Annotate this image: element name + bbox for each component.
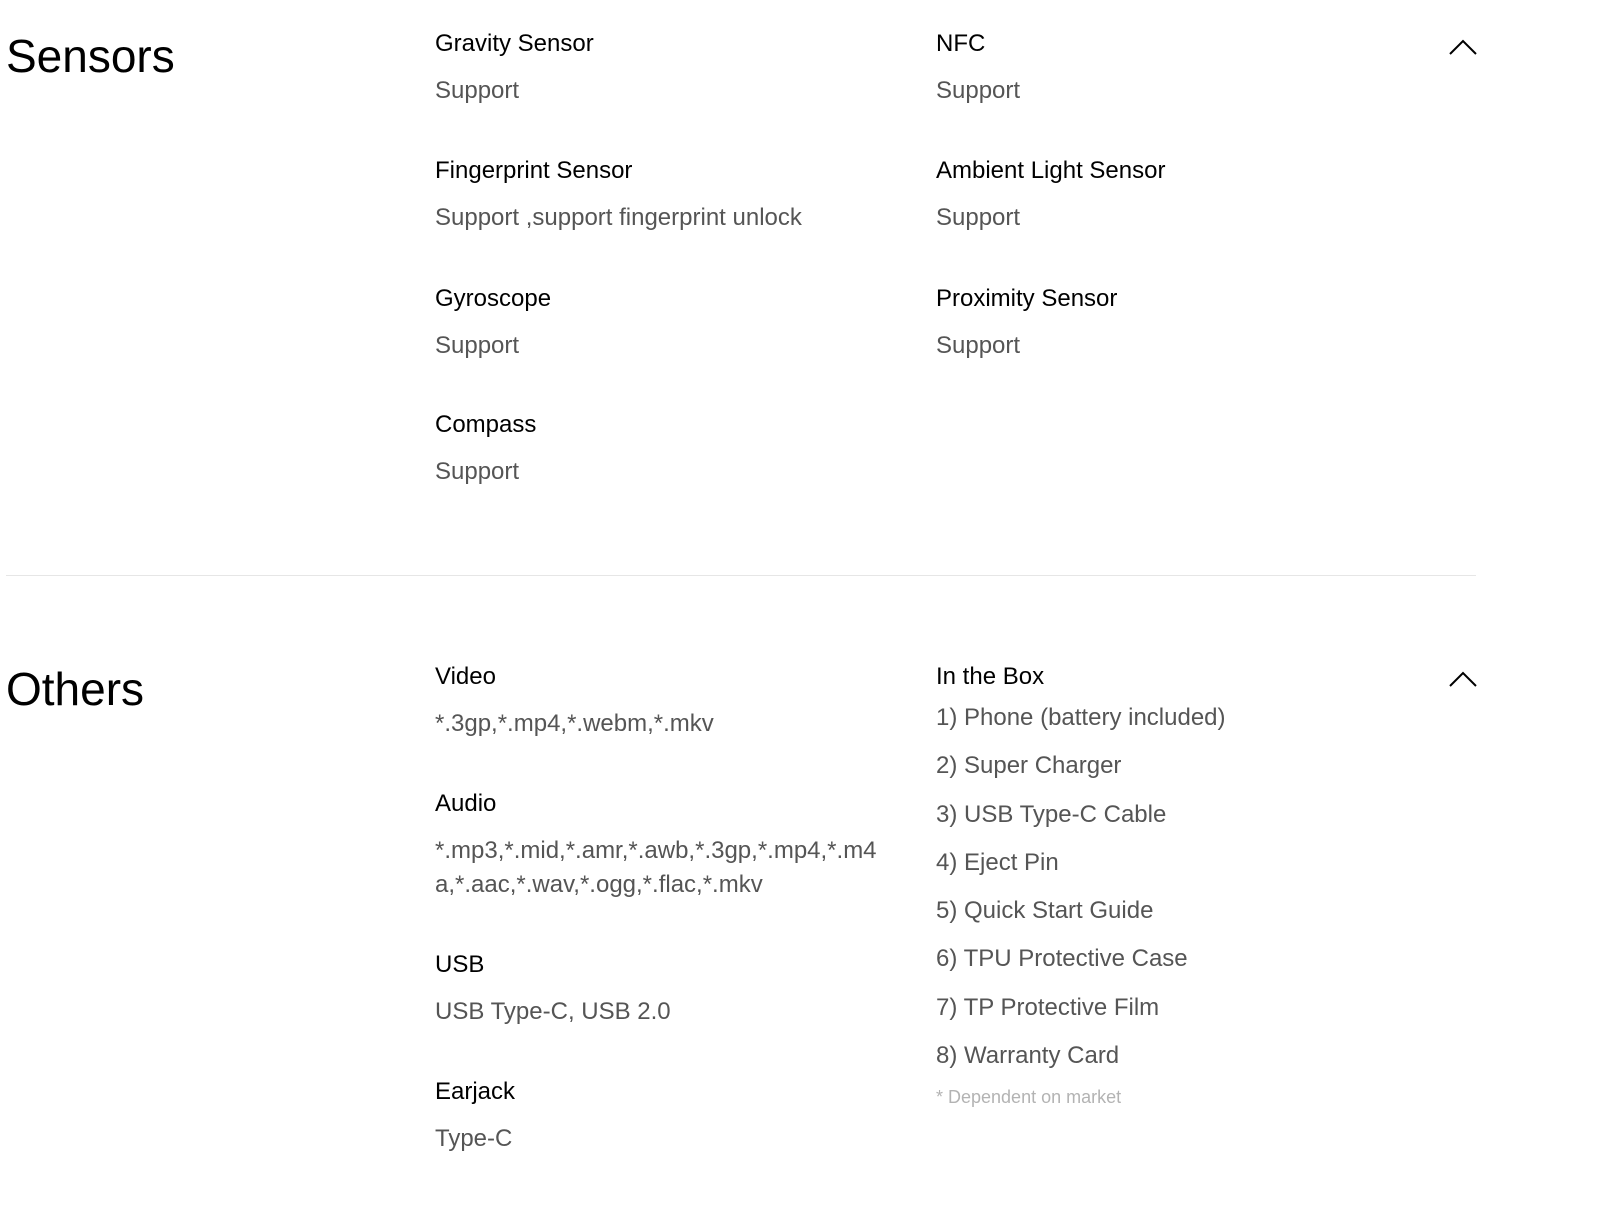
spec-compass — [435, 411, 536, 489]
spec-value: Support ,support fingerprint unlock — [435, 204, 802, 231]
list-item: 3) USB Type-C Cable — [936, 800, 1167, 828]
list-item: 7) TP Protective Film — [936, 993, 1160, 1021]
spec-audio — [435, 790, 880, 902]
spec-gyroscope — [435, 285, 551, 363]
chevron-up-icon[interactable] — [1448, 669, 1478, 689]
list-item: 6) TPU Protective Case — [936, 945, 1188, 973]
spec-label: Audio — [435, 790, 497, 817]
list-item: 8) Warranty Card — [936, 1042, 1120, 1070]
spec-label: Gyroscope — [435, 285, 552, 312]
spec-nfc — [936, 30, 1020, 108]
spec-proximity-sensor — [936, 285, 1117, 363]
spec-label: Proximity Sensor — [936, 285, 1118, 312]
spec-ambient-light-sensor — [936, 157, 1165, 235]
spec-label: Ambient Light Sensor — [936, 157, 1166, 184]
spec-value: Type-C — [435, 1125, 513, 1152]
spec-value: USB Type-C, USB 2.0 — [435, 998, 671, 1025]
spec-usb — [435, 951, 885, 1029]
spec-value: *.mp3,*.mid,*.amr,*.awb,*.3gp,*.mp4,*.m4a,*.aac,*.wav,*.ogg,*.flac,*.mkv — [435, 837, 877, 898]
spec-label: USB — [435, 951, 485, 978]
list-item: 1) Phone (battery included) — [936, 704, 1226, 731]
spec-fingerprint-sensor — [435, 157, 802, 235]
spec-value: *.3gp,*.mp4,*.webm,*.mkv — [435, 710, 714, 737]
sensors-section — [0, 0, 1600, 575]
spec-value: Support — [435, 332, 520, 359]
spec-in-the-box — [936, 663, 1226, 1108]
list-item: 4) Eject Pin — [936, 848, 1059, 876]
market-note: * Dependent on market — [936, 1087, 1122, 1108]
spec-label: Earjack — [435, 1078, 516, 1105]
spec-value: Support — [435, 458, 520, 485]
section-title-others: Others — [6, 663, 145, 715]
chevron-up-icon[interactable] — [1448, 37, 1478, 57]
spec-value: Support — [936, 204, 1021, 231]
spec-value: Support — [435, 77, 520, 104]
spec-earjack — [435, 1078, 885, 1156]
spec-value: Support — [936, 77, 1021, 104]
spec-value: Support — [936, 332, 1021, 359]
spec-label: Compass — [435, 411, 537, 438]
list-item: 5) Quick Start Guide — [936, 897, 1154, 925]
spec-video — [435, 663, 885, 741]
spec-label: Gravity Sensor — [435, 30, 594, 57]
list-item: 2) Super Charger — [936, 752, 1122, 780]
others-section — [0, 576, 1600, 1207]
spec-label: Fingerprint Sensor — [435, 157, 633, 184]
spec-label: In the Box — [936, 663, 1045, 690]
spec-label: Video — [435, 663, 496, 690]
spec-gravity-sensor — [435, 30, 594, 108]
in-the-box-list — [936, 701, 1226, 1087]
spec-label: NFC — [936, 30, 986, 57]
section-title-sensors: Sensors — [6, 30, 175, 82]
